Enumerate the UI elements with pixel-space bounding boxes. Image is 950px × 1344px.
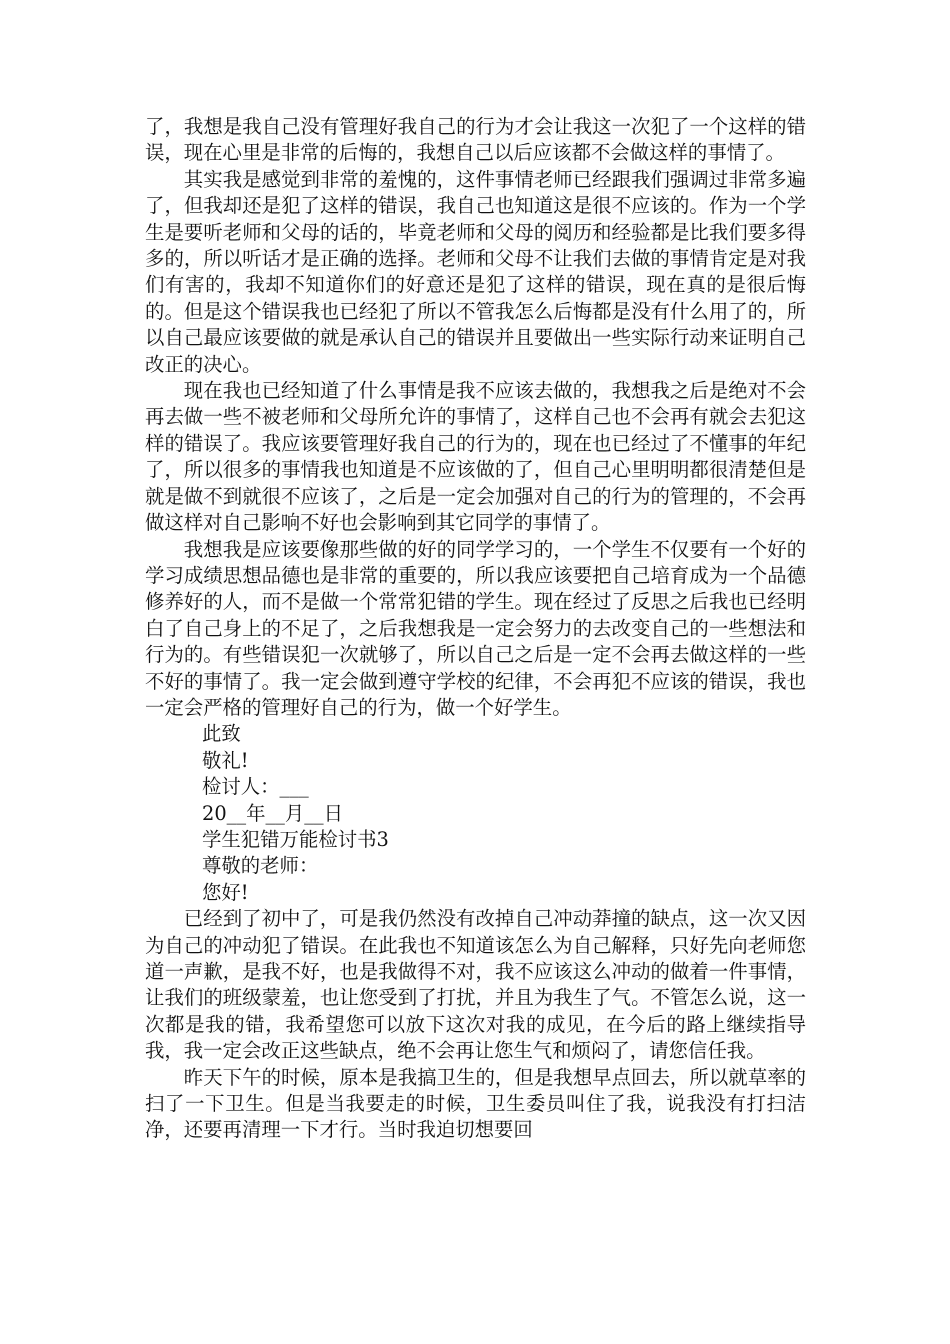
paragraph-continuation: 了，我想是我自己没有管理好我自己的行为才会让我这一次犯了一个这样的错误，现在心里是非常的后悔的，我想自己以后应该都不会做这样的事情了。 <box>145 115 806 165</box>
document-page <box>145 114 806 1144</box>
paragraph-resolution: 现在我也已经知道了什么事情是我不应该去做的，我想我之后是绝对不会再去做一些不被老师和父母所允许的事情了，这样自己也不会再有就会去犯这样的错误了。我应该要管理好我自己的行为的，现在也已经过了不懂事的年纪了，所以很多的事情我也知道是不应该做的了，但自己心里明明都很清楚但是就是做不到就很不应该了，之后是一定会加强对自己的行为的管理的，不会再做这样对自己影响不好也会影响到其它同学的事情了。 <box>145 379 806 535</box>
paragraph-learning: 我想我是应该要像那些做的好的同学学习的，一个学生不仅要有一个好的学习成绩思想品德也是非常的重要的，所以我应该要把自己培育成为一个品德修养好的人，而不是做一个常常犯错的学生。现在经过了反思之后我也已经明白了自己身上的不足了，之后我想我是一定会努力的去改变自己的一些想法和行为的。有些错误犯一次就够了，所以自己之后是一定不会再去做这样的一些不好的事情了。我一定会做到遵守学校的纪律，不会再犯不应该的错误，我也一定会严格的管理好自己的行为，做一个好学生。 <box>145 537 806 719</box>
closing-regards: 敬礼! <box>202 748 249 772</box>
paragraph-shame: 其实我是感觉到非常的羞愧的，这件事情老师已经跟我们强调过非常多遍了，但我却还是犯了这样的错误，我自己也知道这是很不应该的。作为一个学生是要听老师和父母的话的，毕竟老师和父母的阅历和经验都是比我们要多得多的，所以听话才是正确的选择。老师和父母不让我们去做的事情肯定是对我们有害的，我却不知道你们的好意还是犯了这样的错误，现在真的是很后悔的。但是这个错误我也已经犯了所以不管我怎么后悔都是没有什么用了的，所以自己最应该要做的就是承认自己的错误并且要做出一些实际行动来证明自己改正的决心。 <box>145 167 806 376</box>
paragraph-incident: 昨天下午的时候，原本是我搞卫生的，但是我想早点回去，所以就草率的扫了一下卫生。但是当我要走的时候，卫生委员叫住了我，说我没有打扫洁净，还要再清理一下才行。当时我迫切想要回 <box>145 1065 806 1142</box>
signature-line: 检讨人：___ <box>202 775 309 799</box>
closing-salutation: 此致 <box>202 722 241 746</box>
letter-hello: 您好! <box>202 880 249 904</box>
section-title: 学生犯错万能检讨书3 <box>202 827 389 851</box>
letter-greeting: 尊敬的老师： <box>202 854 319 878</box>
date-line: 20__年__月__日 <box>202 801 344 825</box>
paragraph-apology: 已经到了初中了，可是我仍然没有改掉自己冲动莽撞的缺点，这一次又因为自己的冲动犯了错误。在此我也不知道该怎么为自己解释，只好先向老师您道一声歉，是我不好，也是我做得不对，我不应该这么冲动的做着一件事情，让我们的班级蒙羞，也让您受到了打扰，并且为我生了气。不管怎么说，这一次都是我的错，我希望您可以放下这次对我的成见，在今后的路上继续指导我，我一定会改正这些缺点，绝不会再让您生气和烦闷了，请您信任我。 <box>145 907 806 1063</box>
